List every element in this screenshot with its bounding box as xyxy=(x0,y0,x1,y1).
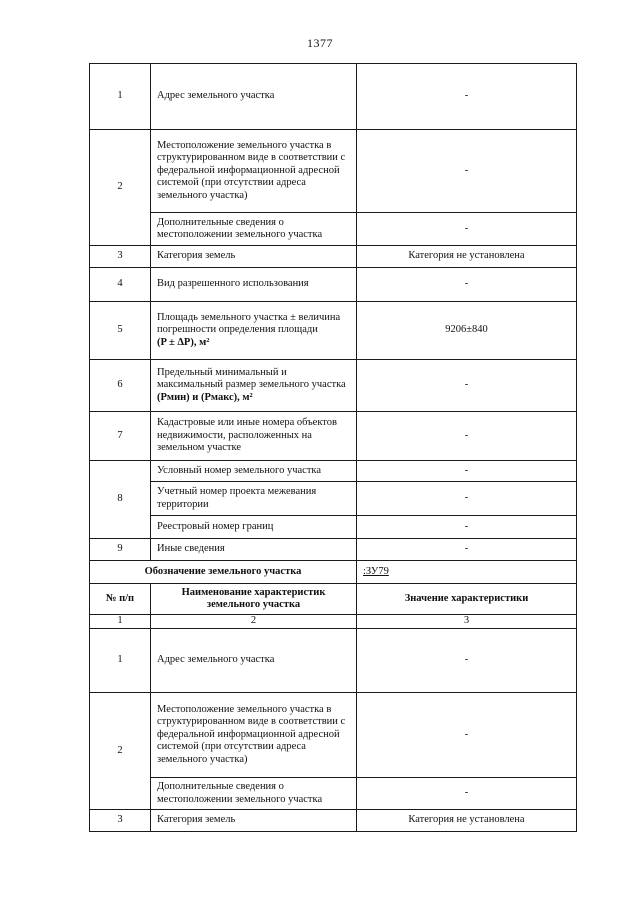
header-number: № п/п xyxy=(90,584,151,615)
table-row xyxy=(90,516,577,539)
row-label: Кадастровые или иные номера объектов недвижимости, расположенных на земельном участке xyxy=(151,412,357,461)
row-value: Категория не установлена xyxy=(357,246,577,268)
designation-label: Обозначение земельного участка xyxy=(90,561,357,584)
row-label-text: Площадь земельного участка ± величина погрешности определения площади xyxy=(157,311,341,336)
table-row xyxy=(90,778,577,810)
table-row xyxy=(90,130,577,213)
row-label: Вид разрешенного использования xyxy=(151,268,357,302)
land-plot-table xyxy=(89,63,577,832)
table-row xyxy=(90,461,577,482)
row-label: Местоположение земельного участка в структурированном виде в соответствии с федеральной информационной адресной системой (при отсутствии адреса земельного участка) xyxy=(151,693,357,778)
header-row xyxy=(90,584,577,615)
row-value: - xyxy=(357,693,577,778)
table-row xyxy=(90,360,577,412)
column-numbers-row xyxy=(90,615,577,629)
row-label: Категория земель xyxy=(151,246,357,268)
row-value: - xyxy=(357,64,577,130)
row-number: 2 xyxy=(90,693,151,810)
row-value: - xyxy=(357,130,577,213)
row-number: 6 xyxy=(90,360,151,412)
row-value: - xyxy=(357,778,577,810)
row-number: 1 xyxy=(90,629,151,693)
row-label: Категория земель xyxy=(151,810,357,832)
row-label: Адрес земельного участка xyxy=(151,64,357,130)
column-number: 1 xyxy=(90,615,151,629)
table-row xyxy=(90,412,577,461)
row-label: Реестровый номер границ xyxy=(151,516,357,539)
row-label xyxy=(151,302,357,360)
designation-row xyxy=(90,561,577,584)
row-number: 2 xyxy=(90,130,151,246)
row-value: - xyxy=(357,482,577,516)
table-row xyxy=(90,268,577,302)
header-name: Наименование характеристик земельного участка xyxy=(151,584,357,615)
row-number: 3 xyxy=(90,246,151,268)
row-label: Местоположение земельного участка в структурированном виде в соответствии с федеральной информационной адресной системой (при отсутствии адреса земельного участка) xyxy=(151,130,357,213)
row-value: - xyxy=(357,213,577,246)
page-number: 1377 xyxy=(307,36,333,50)
row-value: - xyxy=(357,516,577,539)
row-value: - xyxy=(357,360,577,412)
row-value: - xyxy=(357,539,577,561)
designation-value xyxy=(357,561,577,584)
row-number: 9 xyxy=(90,539,151,561)
table-row xyxy=(90,629,577,693)
table-row xyxy=(90,693,577,778)
row-number: 5 xyxy=(90,302,151,360)
row-value: 9206±840 xyxy=(357,302,577,360)
row-label-text: Предельный минимальный и максимальный размер земельного участка xyxy=(157,366,346,391)
table-row xyxy=(90,810,577,832)
row-label: Учетный номер проекта межевания территории xyxy=(151,482,357,516)
row-label: Дополнительные сведения о местоположении земельного участка xyxy=(151,213,357,246)
row-value: Категория не установлена xyxy=(357,810,577,832)
row-label xyxy=(151,360,357,412)
table-row xyxy=(90,302,577,360)
table-row xyxy=(90,246,577,268)
designation-code: :ЗУ79 xyxy=(363,565,389,577)
row-number: 1 xyxy=(90,64,151,130)
row-value: - xyxy=(357,461,577,482)
row-value: - xyxy=(357,412,577,461)
row-label-formula: (Pмин) и (Pмакс), м² xyxy=(157,391,253,403)
column-number: 3 xyxy=(357,615,577,629)
table-row xyxy=(90,64,577,130)
table-row xyxy=(90,539,577,561)
row-label: Условный номер земельного участка xyxy=(151,461,357,482)
row-number: 4 xyxy=(90,268,151,302)
row-label: Адрес земельного участка xyxy=(151,629,357,693)
row-number: 8 xyxy=(90,461,151,539)
row-value: - xyxy=(357,629,577,693)
row-value: - xyxy=(357,268,577,302)
row-number: 3 xyxy=(90,810,151,832)
row-number: 7 xyxy=(90,412,151,461)
table-row xyxy=(90,213,577,246)
column-number: 2 xyxy=(151,615,357,629)
table-row xyxy=(90,482,577,516)
header-value: Значение характеристики xyxy=(357,584,577,615)
row-label: Иные сведения xyxy=(151,539,357,561)
row-label: Дополнительные сведения о местоположении земельного участка xyxy=(151,778,357,810)
row-label-formula: (P ± ΔP), м² xyxy=(157,336,210,348)
